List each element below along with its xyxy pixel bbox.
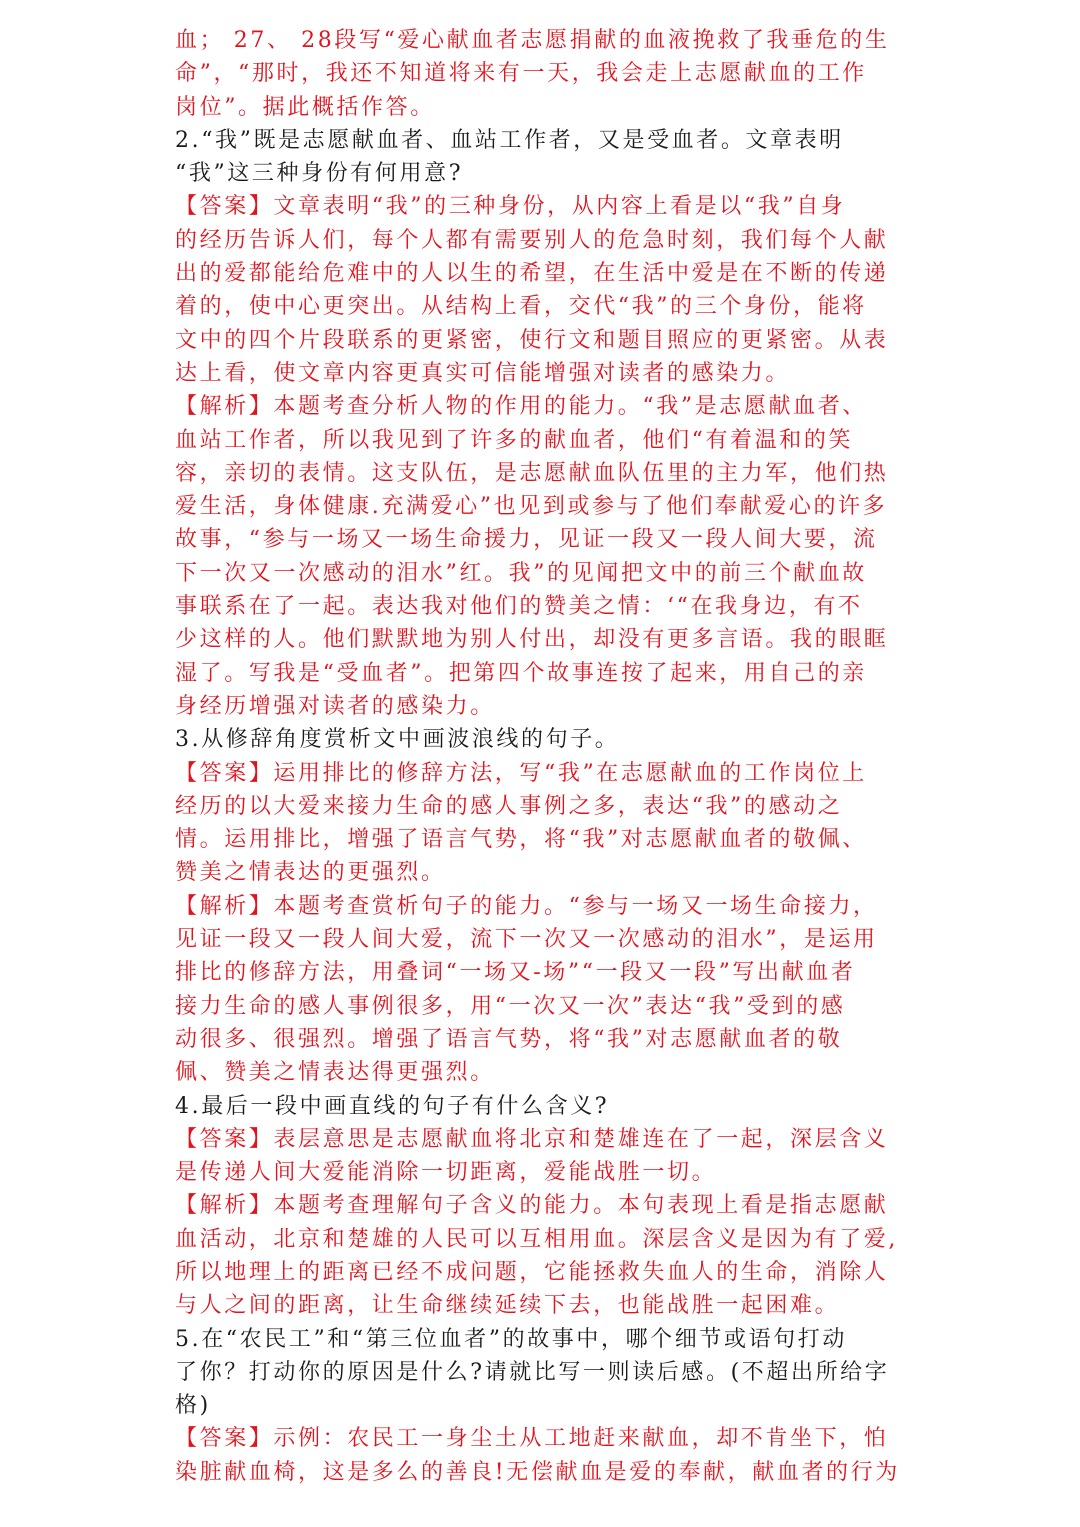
question-line: 了你？打动你的原因是什么?请就比写一则读后感。(不超出所给字 [175,1359,890,1385]
answer-line: 血活动，北京和楚雄的人民可以互相用血。深层含义是因为有了爱, [175,1226,898,1252]
answer-line: 岗位”。据此概括作答。 [175,94,435,120]
answer-line: 湿了。写我是“受血者”。把第四个故事连按了起来，用自己的亲 [175,660,867,686]
answer-line: 命”，“那时，我还不知道将来有一天，我会走上志愿献血的工作 [175,61,867,87]
answer-line: 【解析】本题考查赏析句子的能力。“参与一场又一场生命接力， [175,893,878,919]
answer-line: 赞美之情表达的更强烈。 [175,860,446,886]
answer-line: 出的爱都能给危难中的人以生的希望，在生活中爱是在不断的传递 [175,261,889,287]
answer-line: 【答案】文章表明“我”的三种身份，从内容上看是以“我”自身 [175,194,846,220]
answer-line: 与人之间的距离，让生命继续延续下去，也能战胜一起困难。 [175,1293,840,1319]
answer-line: 经历的以大爱来接力生命的感人事例之多，表达“我”的感动之 [175,793,843,819]
answer-line: 【答案】表层意思是志愿献血将北京和楚雄连在了一起，深层含义 [175,1126,889,1152]
answer-line: 的经历告诉人们，每个人都有需要别人的危急时刻，我们每个人献 [175,227,889,253]
answer-line: 达上看，使文章内容更真实可信能增强对读者的感染力。 [175,360,791,386]
answer-line: 动很多、很强烈。增强了语言气势，将“我”对志愿献血者的敬 [175,1026,843,1052]
question-line: 3.从修辞角度赏析文中画波浪线的句子。 [175,727,620,753]
answer-line: 事联系在了一起。表达我对他们的赞美之情：‘“在我身边，有不 [175,594,863,620]
answer-line: 排比的修辞方法，用叠词“一场又-场”“一段又一段”写出献血者 [175,960,856,986]
document-page [175,24,905,1489]
question-line: 4.最后一段中画直线的句子有什么含义? [175,1093,610,1119]
answer-line: 着的，使中心更突出。从结构上看，交代“我”的三个身份，能将 [175,294,867,320]
question-line: 5.在“农民工”和“第三位血者”的故事中，哪个细节或语句打动 [175,1326,847,1352]
answer-line: 所以地理上的距离已经不成问题，它能拯救失血人的生命，消除人 [175,1259,889,1285]
question-line: “我”这三种身份有何用意? [175,161,464,187]
answer-line: 下一次又一次感动的泪水”红。我”的见闻把文中的前三个献血故 [175,560,867,586]
answer-line: 文中的四个片段联系的更紧密，使行文和题目照应的更紧密。从表 [175,327,889,353]
answer-line: 容，亲切的表情。这支队伍，是志愿献血队伍里的主力军，他们热 [175,460,889,486]
answer-line: 身经历增强对读者的感染力。 [175,693,495,719]
question-line: 2.“我”既是志愿献血者、血站工作者，又是受血者。文章表明 [175,127,844,153]
answer-line: 血； 27、 28段写“爱心献血者志愿捐献的血液挽救了我垂危的生 [175,28,890,53]
answer-line: 少这样的人。他们默默地为别人付出，却没有更多言语。我的眼眶 [175,627,889,653]
question-line: 格) [175,1393,211,1419]
answer-line: 佩、赞美之情表达得更强烈。 [175,1060,495,1086]
answer-line: 【解析】本题考查理解句子含义的能力。本句表现上看是指志愿献 [175,1193,889,1219]
answer-line: 是传递人间大爱能消除一切距离，爱能战胜一切。 [175,1160,717,1186]
answer-line: 见证一段又一段人间大爱，流下一次又一次感动的泪水”，是运用 [175,927,878,953]
answer-line: 故事，“参与一场又一场生命援力，见证一段又一段人间大要，流 [175,527,878,553]
answer-line: 爱生活，身体健康.充满爱心”也见到或参与了他们奉献爱心的许多 [175,494,888,520]
answer-line: 血站工作者，所以我见到了许多的献血者，他们“有着温和的笑 [175,427,854,453]
answer-line: 【答案】运用排比的修辞方法，写“我”在志愿献血的工作岗位上 [175,760,867,786]
answer-line: 染脏献血椅，这是多么的善良!无偿献血是爱的奉献，献血者的行为 [175,1459,900,1485]
answer-line: 【答案】示例：农民工一身尘土从工地赶来献血，却不肯坐下，怕 [175,1426,889,1452]
answer-line: 接力生命的感人事例很多，用“一次又一次”表达“我”受到的感 [175,993,846,1019]
answer-line: 情。运用排比，增强了语言气势，将“我”对志愿献血者的敬佩、 [175,827,867,853]
answer-line: 【解析】本题考查分析人物的作用的能力。“我”是志愿献血者、 [175,394,867,420]
